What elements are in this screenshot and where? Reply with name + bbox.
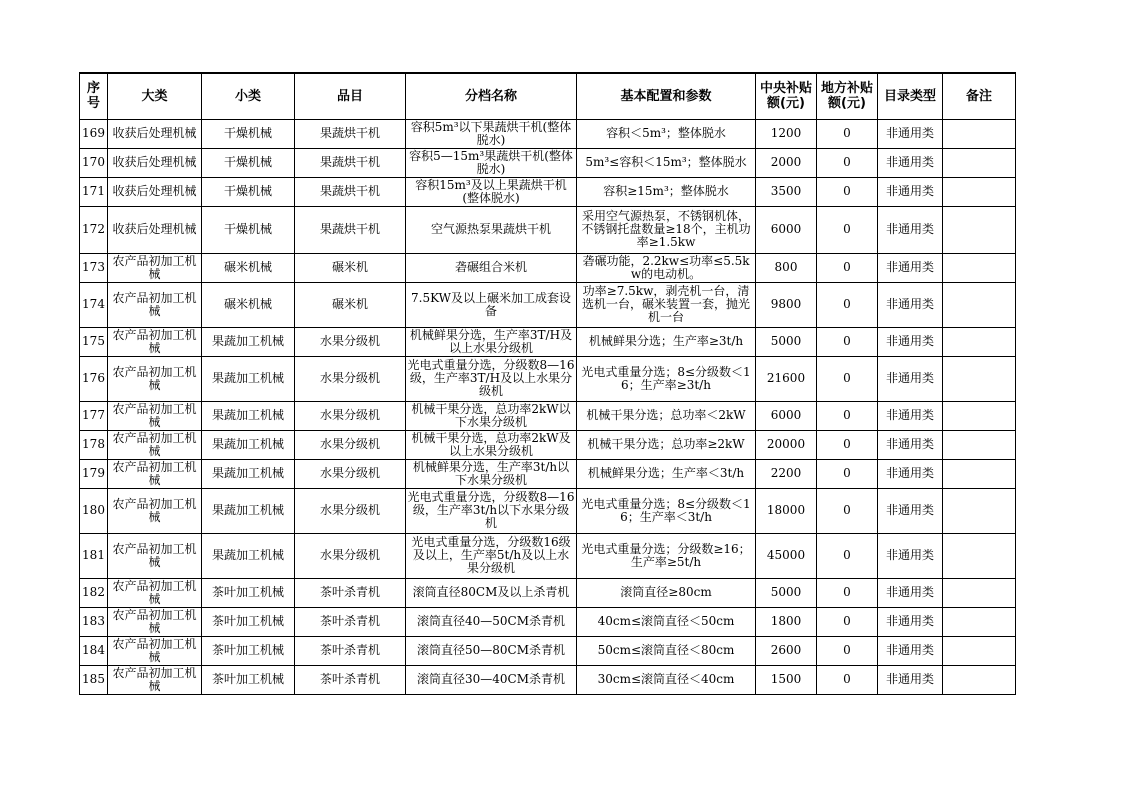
cell-local: 0: [817, 356, 878, 401]
cell-note: [943, 578, 1016, 607]
header-local: 地方补贴额(元): [817, 73, 878, 119]
cell-no: 182: [80, 578, 108, 607]
cell-note: [943, 119, 1016, 148]
cell-spec: 容积≥15m³；整体脱水: [577, 177, 756, 206]
cell-type: 非通用类: [878, 401, 943, 430]
cell-major: 农产品初加工机械: [108, 253, 202, 282]
cell-central: 18000: [756, 488, 817, 533]
cell-major: 收获后处理机械: [108, 177, 202, 206]
cell-no: 173: [80, 253, 108, 282]
cell-note: [943, 253, 1016, 282]
cell-note: [943, 282, 1016, 327]
cell-minor: 果蔬加工机械: [202, 488, 295, 533]
cell-major: 农产品初加工机械: [108, 356, 202, 401]
cell-central: 5000: [756, 578, 817, 607]
cell-central: 6000: [756, 401, 817, 430]
cell-type: 非通用类: [878, 253, 943, 282]
cell-note: [943, 177, 1016, 206]
cell-no: 179: [80, 459, 108, 488]
cell-local: 0: [817, 253, 878, 282]
cell-grade: 容积15m³及以上果蔬烘干机(整体脱水): [406, 177, 577, 206]
cell-local: 0: [817, 636, 878, 665]
cell-major: 收获后处理机械: [108, 119, 202, 148]
cell-minor: 果蔬加工机械: [202, 430, 295, 459]
cell-item: 茶叶杀青机: [295, 636, 406, 665]
cell-local: 0: [817, 430, 878, 459]
cell-minor: 茶叶加工机械: [202, 607, 295, 636]
table-row: [80, 327, 1016, 356]
cell-spec: 5m³≤容积＜15m³；整体脱水: [577, 148, 756, 177]
cell-type: 非通用类: [878, 607, 943, 636]
cell-major: 收获后处理机械: [108, 148, 202, 177]
cell-item: 茶叶杀青机: [295, 665, 406, 694]
cell-item: 果蔬烘干机: [295, 148, 406, 177]
cell-minor: 茶叶加工机械: [202, 665, 295, 694]
cell-note: [943, 206, 1016, 253]
cell-type: 非通用类: [878, 533, 943, 578]
cell-minor: 茶叶加工机械: [202, 578, 295, 607]
cell-no: 180: [80, 488, 108, 533]
cell-central: 6000: [756, 206, 817, 253]
cell-local: 0: [817, 282, 878, 327]
cell-type: 非通用类: [878, 282, 943, 327]
header-type: 目录类型: [878, 73, 943, 119]
cell-note: [943, 401, 1016, 430]
cell-local: 0: [817, 177, 878, 206]
cell-no: 178: [80, 430, 108, 459]
cell-central: 9800: [756, 282, 817, 327]
cell-minor: 干燥机械: [202, 119, 295, 148]
header-no: 序号: [80, 73, 108, 119]
cell-item: 碾米机: [295, 253, 406, 282]
cell-item: 水果分级机: [295, 459, 406, 488]
cell-item: 果蔬烘干机: [295, 206, 406, 253]
cell-major: 农产品初加工机械: [108, 282, 202, 327]
cell-spec: 机械鲜果分选；生产率≥3t/h: [577, 327, 756, 356]
cell-no: 175: [80, 327, 108, 356]
cell-major: 农产品初加工机械: [108, 665, 202, 694]
cell-spec: 光电式重量分选；8≤分级数＜16；生产率≥3t/h: [577, 356, 756, 401]
cell-central: 1800: [756, 607, 817, 636]
cell-no: 181: [80, 533, 108, 578]
cell-type: 非通用类: [878, 177, 943, 206]
subsidy-table: [79, 72, 1016, 695]
cell-grade: 光电式重量分选，分级数8—16级，生产率3t/h以下水果分级机: [406, 488, 577, 533]
cell-major: 农产品初加工机械: [108, 636, 202, 665]
header-minor: 小类: [202, 73, 295, 119]
cell-type: 非通用类: [878, 119, 943, 148]
cell-local: 0: [817, 578, 878, 607]
cell-note: [943, 665, 1016, 694]
cell-item: 茶叶杀青机: [295, 578, 406, 607]
cell-central: 21600: [756, 356, 817, 401]
cell-item: 水果分级机: [295, 488, 406, 533]
cell-local: 0: [817, 148, 878, 177]
cell-spec: 功率≥7.5kw，剥壳机一台，清选机一台，碾米装置一套，抛光机一台: [577, 282, 756, 327]
cell-grade: 砻碾组合米机: [406, 253, 577, 282]
cell-no: 171: [80, 177, 108, 206]
cell-no: 185: [80, 665, 108, 694]
cell-type: 非通用类: [878, 327, 943, 356]
header-item: 品目: [295, 73, 406, 119]
cell-no: 174: [80, 282, 108, 327]
table-row: [80, 636, 1016, 665]
cell-major: 农产品初加工机械: [108, 533, 202, 578]
cell-central: 2600: [756, 636, 817, 665]
table-row: [80, 665, 1016, 694]
cell-grade: 光电式重量分选，分级数16级及以上，生产率5t/h及以上水果分级机: [406, 533, 577, 578]
cell-note: [943, 488, 1016, 533]
cell-note: [943, 430, 1016, 459]
cell-minor: 干燥机械: [202, 206, 295, 253]
cell-item: 水果分级机: [295, 401, 406, 430]
cell-spec: 机械干果分选；总功率＜2kW: [577, 401, 756, 430]
cell-central: 20000: [756, 430, 817, 459]
cell-item: 水果分级机: [295, 430, 406, 459]
cell-type: 非通用类: [878, 488, 943, 533]
cell-central: 45000: [756, 533, 817, 578]
cell-major: 农产品初加工机械: [108, 607, 202, 636]
cell-local: 0: [817, 401, 878, 430]
table-row: [80, 253, 1016, 282]
cell-spec: 机械鲜果分选；生产率＜3t/h: [577, 459, 756, 488]
cell-no: 172: [80, 206, 108, 253]
cell-no: 183: [80, 607, 108, 636]
table-row: [80, 356, 1016, 401]
cell-item: 茶叶杀青机: [295, 607, 406, 636]
cell-note: [943, 356, 1016, 401]
cell-spec: 50cm≤滚筒直径＜80cm: [577, 636, 756, 665]
cell-type: 非通用类: [878, 356, 943, 401]
cell-minor: 碾米机械: [202, 282, 295, 327]
cell-local: 0: [817, 327, 878, 356]
cell-item: 水果分级机: [295, 356, 406, 401]
cell-spec: 滚筒直径≥80cm: [577, 578, 756, 607]
cell-minor: 果蔬加工机械: [202, 459, 295, 488]
cell-type: 非通用类: [878, 148, 943, 177]
cell-no: 170: [80, 148, 108, 177]
table-row: [80, 430, 1016, 459]
cell-major: 农产品初加工机械: [108, 578, 202, 607]
cell-central: 5000: [756, 327, 817, 356]
cell-minor: 果蔬加工机械: [202, 533, 295, 578]
cell-note: [943, 148, 1016, 177]
cell-type: 非通用类: [878, 665, 943, 694]
table-row: [80, 401, 1016, 430]
cell-no: 177: [80, 401, 108, 430]
cell-note: [943, 459, 1016, 488]
cell-central: 2000: [756, 148, 817, 177]
cell-central: 800: [756, 253, 817, 282]
cell-type: 非通用类: [878, 636, 943, 665]
cell-central: 2200: [756, 459, 817, 488]
table-row: [80, 607, 1016, 636]
cell-major: 农产品初加工机械: [108, 327, 202, 356]
cell-item: 果蔬烘干机: [295, 177, 406, 206]
cell-spec: 采用空气源热泵，不锈钢机体，不锈钢托盘数量≥18个，主机功率≥1.5kw: [577, 206, 756, 253]
cell-local: 0: [817, 119, 878, 148]
cell-spec: 光电式重量分选；8≤分级数＜16；生产率＜3t/h: [577, 488, 756, 533]
cell-spec: 机械干果分选；总功率≥2kW: [577, 430, 756, 459]
cell-grade: 空气源热泵果蔬烘干机: [406, 206, 577, 253]
cell-local: 0: [817, 607, 878, 636]
cell-no: 176: [80, 356, 108, 401]
cell-local: 0: [817, 665, 878, 694]
table-row: [80, 206, 1016, 253]
table-row: [80, 282, 1016, 327]
cell-major: 收获后处理机械: [108, 206, 202, 253]
cell-item: 果蔬烘干机: [295, 119, 406, 148]
cell-note: [943, 636, 1016, 665]
cell-item: 碾米机: [295, 282, 406, 327]
cell-spec: 光电式重量分选；分级数≥16；生产率≥5t/h: [577, 533, 756, 578]
cell-major: 农产品初加工机械: [108, 488, 202, 533]
cell-minor: 果蔬加工机械: [202, 356, 295, 401]
header-row: [80, 73, 1016, 119]
cell-minor: 干燥机械: [202, 177, 295, 206]
cell-major: 农产品初加工机械: [108, 459, 202, 488]
cell-no: 169: [80, 119, 108, 148]
cell-grade: 滚筒直径50—80CM杀青机: [406, 636, 577, 665]
cell-note: [943, 607, 1016, 636]
table-row: [80, 148, 1016, 177]
cell-minor: 碾米机械: [202, 253, 295, 282]
cell-type: 非通用类: [878, 578, 943, 607]
table-row: [80, 488, 1016, 533]
table-row: [80, 578, 1016, 607]
cell-central: 3500: [756, 177, 817, 206]
cell-grade: 机械干果分选，总功率2kW以下水果分级机: [406, 401, 577, 430]
cell-item: 水果分级机: [295, 327, 406, 356]
cell-minor: 果蔬加工机械: [202, 401, 295, 430]
cell-grade: 滚筒直径30—40CM杀青机: [406, 665, 577, 694]
header-grade: 分档名称: [406, 73, 577, 119]
cell-spec: 30cm≤滚筒直径＜40cm: [577, 665, 756, 694]
cell-item: 水果分级机: [295, 533, 406, 578]
cell-note: [943, 533, 1016, 578]
cell-grade: 滚筒直径80CM及以上杀青机: [406, 578, 577, 607]
cell-central: 1500: [756, 665, 817, 694]
cell-note: [943, 327, 1016, 356]
cell-local: 0: [817, 459, 878, 488]
cell-local: 0: [817, 206, 878, 253]
cell-grade: 容积5m³以下果蔬烘干机(整体脱水): [406, 119, 577, 148]
cell-type: 非通用类: [878, 459, 943, 488]
table-row: [80, 533, 1016, 578]
cell-grade: 7.5KW及以上碾米加工成套设备: [406, 282, 577, 327]
cell-grade: 机械鲜果分选，生产率3t/h以下水果分级机: [406, 459, 577, 488]
cell-grade: 机械干果分选，总功率2kW及以上水果分级机: [406, 430, 577, 459]
cell-minor: 茶叶加工机械: [202, 636, 295, 665]
cell-major: 农产品初加工机械: [108, 430, 202, 459]
cell-spec: 40cm≤滚筒直径＜50cm: [577, 607, 756, 636]
header-note: 备注: [943, 73, 1016, 119]
table-row: [80, 119, 1016, 148]
cell-grade: 滚筒直径40—50CM杀青机: [406, 607, 577, 636]
cell-grade: 光电式重量分选，分级数8—16级，生产率3T/H及以上水果分级机: [406, 356, 577, 401]
cell-major: 农产品初加工机械: [108, 401, 202, 430]
cell-grade: 机械鲜果分选，生产率3T/H及以上水果分级机: [406, 327, 577, 356]
cell-local: 0: [817, 488, 878, 533]
header-central: 中央补贴额(元): [756, 73, 817, 119]
cell-central: 1200: [756, 119, 817, 148]
cell-local: 0: [817, 533, 878, 578]
cell-spec: 容积＜5m³；整体脱水: [577, 119, 756, 148]
table-row: [80, 459, 1016, 488]
table-row: [80, 177, 1016, 206]
cell-spec: 砻碾功能，2.2kw≤功率≤5.5kw的电动机。: [577, 253, 756, 282]
cell-type: 非通用类: [878, 430, 943, 459]
cell-grade: 容积5—15m³果蔬烘干机(整体脱水): [406, 148, 577, 177]
cell-type: 非通用类: [878, 206, 943, 253]
header-spec: 基本配置和参数: [577, 73, 756, 119]
cell-minor: 果蔬加工机械: [202, 327, 295, 356]
header-major: 大类: [108, 73, 202, 119]
cell-no: 184: [80, 636, 108, 665]
cell-minor: 干燥机械: [202, 148, 295, 177]
